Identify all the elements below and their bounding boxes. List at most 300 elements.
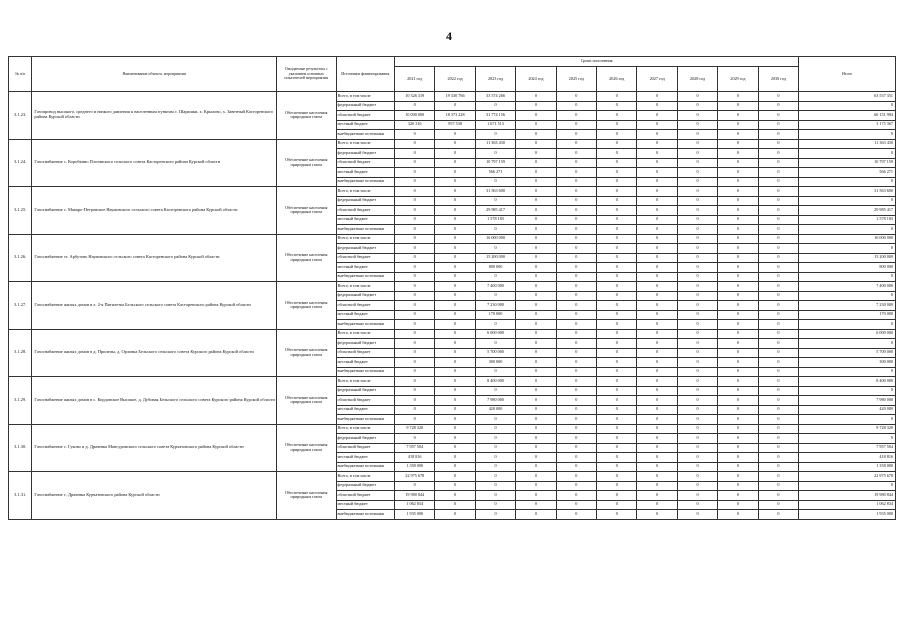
year-value-cell: 0: [718, 329, 758, 339]
year-value-cell: 0: [718, 424, 758, 434]
year-value-cell: 0: [677, 187, 717, 197]
year-value-cell: 0: [718, 434, 758, 444]
year-value-cell: 0: [395, 168, 435, 178]
year-value-cell: 0: [718, 253, 758, 263]
total-cell: 170 000: [799, 310, 896, 320]
year-value-cell: 0: [758, 443, 799, 453]
year-value-cell: 0: [597, 396, 637, 406]
year-value-cell: 0: [677, 358, 717, 368]
year-value-cell: 0: [677, 225, 717, 235]
item-name: Газоснабжение жилых домов в с. Кордовское Высокое, д. Дубовая Бельского сельского совета Курского района Курской области: [32, 377, 277, 425]
year-value-cell: 0: [435, 263, 475, 273]
year-value-cell: 0: [718, 130, 758, 140]
year-value-cell: 0: [395, 348, 435, 358]
year-value-cell: 0: [556, 377, 596, 387]
year-value-cell: 0: [435, 500, 475, 510]
year-value-cell: 1 671 513: [475, 120, 515, 130]
year-value-cell: 0: [395, 272, 435, 282]
expected-result: Обеспечение населения природным газом: [276, 234, 336, 282]
year-value-cell: 0: [556, 139, 596, 149]
year-value-cell: 0: [637, 120, 677, 130]
year-value-cell: 0: [516, 158, 556, 168]
header-year: 2028 год: [677, 67, 717, 92]
year-value-cell: 0: [637, 149, 677, 159]
year-value-cell: 0: [556, 177, 596, 187]
year-value-cell: 0: [677, 234, 717, 244]
year-value-cell: 0: [395, 320, 435, 330]
table-row: [9, 139, 896, 149]
year-value-cell: 0: [395, 234, 435, 244]
year-value-cell: 0: [758, 111, 799, 121]
year-value-cell: 18 373 228: [435, 111, 475, 121]
item-number: 3.1.29.: [9, 377, 32, 425]
year-value-cell: 0: [516, 301, 556, 311]
year-value-cell: 0: [637, 339, 677, 349]
year-value-cell: 0: [395, 101, 435, 111]
year-value-cell: 0: [597, 111, 637, 121]
funding-source: внебюджетные источники: [336, 367, 394, 377]
year-value-cell: 0: [516, 329, 556, 339]
year-value-cell: 0: [556, 434, 596, 444]
header-year: 2021 год: [395, 67, 435, 92]
year-value-cell: 0: [597, 139, 637, 149]
year-value-cell: 0: [516, 253, 556, 263]
year-value-cell: 11 363 430: [475, 139, 515, 149]
total-cell: 0: [799, 434, 896, 444]
year-value-cell: 0: [597, 225, 637, 235]
year-value-cell: 0: [677, 415, 717, 425]
year-value-cell: 0: [718, 149, 758, 159]
year-value-cell: 0: [556, 215, 596, 225]
header-periods: Сроки исполнения: [395, 57, 799, 67]
total-cell: 11 363 430: [799, 139, 896, 149]
year-value-cell: 0: [758, 415, 799, 425]
year-value-cell: 0: [556, 424, 596, 434]
table-row: [9, 329, 896, 339]
year-value-cell: 0: [637, 434, 677, 444]
year-value-cell: 0: [435, 101, 475, 111]
year-value-cell: 0: [758, 120, 799, 130]
year-value-cell: 0: [718, 500, 758, 510]
year-value-cell: 0: [556, 358, 596, 368]
year-value-cell: 0: [677, 510, 717, 520]
year-value-cell: 0: [556, 187, 596, 197]
year-value-cell: 0: [475, 225, 515, 235]
funding-source: Всего, в том числе: [336, 424, 394, 434]
year-value-cell: 0: [758, 234, 799, 244]
year-value-cell: 0: [677, 215, 717, 225]
item-name: Газоснабжение с. Макаро-Петровское Наумовского сельского совета Касторенского района Курской области: [32, 187, 277, 235]
year-value-cell: 0: [677, 320, 717, 330]
item-name: Газоснабжение с. Драчевка Курчатовского района Курской области: [32, 472, 277, 520]
year-value-cell: 0: [435, 348, 475, 358]
year-value-cell: 0: [637, 481, 677, 491]
funding-source: федеральный бюджет: [336, 149, 394, 159]
total-cell: 0: [799, 367, 896, 377]
year-value-cell: 0: [758, 462, 799, 472]
year-value-cell: 0: [516, 453, 556, 463]
year-value-cell: 0: [758, 377, 799, 387]
program-table: [8, 56, 896, 520]
year-value-cell: 0: [758, 139, 799, 149]
year-value-cell: 0: [435, 196, 475, 206]
year-value-cell: 0: [516, 386, 556, 396]
year-value-cell: 0: [677, 443, 717, 453]
year-value-cell: 0: [758, 396, 799, 406]
total-cell: 0: [799, 196, 896, 206]
year-value-cell: 0: [758, 177, 799, 187]
year-value-cell: 0: [395, 367, 435, 377]
year-value-cell: 0: [556, 405, 596, 415]
year-value-cell: 0: [637, 377, 677, 387]
funding-source: местный бюджет: [336, 453, 394, 463]
year-value-cell: 0: [718, 396, 758, 406]
year-value-cell: 0: [516, 491, 556, 501]
year-value-cell: 0: [718, 196, 758, 206]
year-value-cell: 0: [637, 415, 677, 425]
year-value-cell: 0: [677, 272, 717, 282]
item-name: Газоснабжение жилых домов в д. Прилепы, д. Орловка Бельского сельского совета Курского района Курской области: [32, 329, 277, 377]
year-value-cell: 0: [597, 424, 637, 434]
funding-source: внебюджетные источники: [336, 415, 394, 425]
year-value-cell: 0: [758, 206, 799, 216]
year-value-cell: 0: [597, 149, 637, 159]
year-value-cell: 0: [718, 168, 758, 178]
year-value-cell: 0: [556, 92, 596, 102]
year-value-cell: 326 316: [395, 120, 435, 130]
header-year: 2027 год: [637, 67, 677, 92]
year-value-cell: 0: [395, 339, 435, 349]
year-value-cell: 0: [718, 377, 758, 387]
year-value-cell: 0: [597, 367, 637, 377]
header-year: 2023 год: [475, 67, 515, 92]
year-value-cell: 0: [718, 348, 758, 358]
year-value-cell: 0: [516, 168, 556, 178]
year-value-cell: 0: [475, 386, 515, 396]
total-cell: 7 400 000: [799, 282, 896, 292]
year-value-cell: 0: [637, 234, 677, 244]
total-cell: 0: [799, 320, 896, 330]
year-value-cell: 5 700 000: [475, 348, 515, 358]
item-number: 3.1.28.: [9, 329, 32, 377]
year-value-cell: 0: [758, 348, 799, 358]
funding-source: местный бюджет: [336, 358, 394, 368]
year-value-cell: 0: [435, 177, 475, 187]
funding-source: федеральный бюджет: [336, 196, 394, 206]
year-value-cell: 0: [597, 339, 637, 349]
year-value-cell: 0: [677, 253, 717, 263]
year-value-cell: 0: [556, 329, 596, 339]
year-value-cell: 0: [556, 310, 596, 320]
year-value-cell: 16 000 000: [475, 234, 515, 244]
year-value-cell: 0: [597, 263, 637, 273]
year-value-cell: 0: [556, 415, 596, 425]
year-value-cell: 0: [597, 130, 637, 140]
year-value-cell: 0: [758, 101, 799, 111]
year-value-cell: 0: [718, 234, 758, 244]
year-value-cell: 0: [435, 339, 475, 349]
year-value-cell: 0: [637, 510, 677, 520]
total-cell: 0: [799, 244, 896, 254]
year-value-cell: 0: [597, 510, 637, 520]
year-value-cell: 0: [556, 443, 596, 453]
total-cell: 566 271: [799, 168, 896, 178]
year-value-cell: 0: [435, 377, 475, 387]
year-value-cell: 0: [435, 434, 475, 444]
year-value-cell: 0: [718, 92, 758, 102]
expected-result: Обеспечение населения природным газом: [276, 424, 336, 472]
year-value-cell: 0: [556, 500, 596, 510]
year-value-cell: 0: [758, 253, 799, 263]
year-value-cell: 0: [637, 168, 677, 178]
year-value-cell: 800 000: [475, 263, 515, 273]
year-value-cell: 0: [677, 481, 717, 491]
year-value-cell: 0: [395, 358, 435, 368]
year-value-cell: 0: [637, 396, 677, 406]
year-value-cell: 0: [395, 329, 435, 339]
year-value-cell: 0: [718, 244, 758, 254]
year-value-cell: 0: [597, 310, 637, 320]
year-value-cell: 0: [718, 405, 758, 415]
year-value-cell: 0: [758, 130, 799, 140]
item-number: 3.1.23.: [9, 92, 32, 140]
year-value-cell: 15 200 000: [475, 253, 515, 263]
year-value-cell: 0: [677, 263, 717, 273]
year-value-cell: 0: [637, 244, 677, 254]
year-value-cell: 0: [677, 386, 717, 396]
total-cell: 1 578 183: [799, 215, 896, 225]
year-value-cell: 0: [435, 462, 475, 472]
year-value-cell: 19 980 844: [395, 491, 435, 501]
year-value-cell: 0: [395, 187, 435, 197]
year-value-cell: 10 326 319: [395, 92, 435, 102]
year-value-cell: 0: [435, 225, 475, 235]
year-value-cell: 0: [637, 177, 677, 187]
year-value-cell: 0: [597, 120, 637, 130]
year-value-cell: 0: [435, 424, 475, 434]
year-value-cell: 0: [556, 120, 596, 130]
funding-source: внебюджетные источники: [336, 225, 394, 235]
table-row: [9, 472, 896, 482]
funding-source: местный бюджет: [336, 500, 394, 510]
year-value-cell: 0: [637, 187, 677, 197]
year-value-cell: 0: [395, 158, 435, 168]
year-value-cell: 0: [758, 158, 799, 168]
funding-source: Всего, в том числе: [336, 187, 394, 197]
total-cell: 22 975 678: [799, 472, 896, 482]
year-value-cell: 0: [758, 386, 799, 396]
total-cell: 0: [799, 291, 896, 301]
year-value-cell: 0: [435, 396, 475, 406]
funding-source: областной бюджет: [336, 348, 394, 358]
year-value-cell: 0: [718, 272, 758, 282]
item-number: 3.1.24.: [9, 139, 32, 187]
total-cell: 7 980 000: [799, 396, 896, 406]
year-value-cell: 0: [677, 329, 717, 339]
table-row: [9, 187, 896, 197]
expected-result: Обеспечение населения природным газом: [276, 139, 336, 187]
year-value-cell: 0: [677, 282, 717, 292]
funding-source: внебюджетные источники: [336, 320, 394, 330]
year-value-cell: 0: [597, 453, 637, 463]
year-value-cell: 0: [395, 396, 435, 406]
year-value-cell: 0: [597, 443, 637, 453]
funding-source: федеральный бюджет: [336, 339, 394, 349]
year-value-cell: 0: [718, 263, 758, 273]
total-cell: 63 537 351: [799, 92, 896, 102]
year-value-cell: 0: [516, 396, 556, 406]
year-value-cell: 0: [597, 168, 637, 178]
year-value-cell: 0: [516, 320, 556, 330]
year-value-cell: 0: [435, 206, 475, 216]
year-value-cell: 0: [435, 491, 475, 501]
year-value-cell: 0: [435, 187, 475, 197]
total-cell: 60 151 984: [799, 111, 896, 121]
year-value-cell: 0: [758, 263, 799, 273]
funding-source: областной бюджет: [336, 443, 394, 453]
year-value-cell: 0: [556, 396, 596, 406]
year-value-cell: 0: [556, 225, 596, 235]
year-value-cell: 0: [597, 472, 637, 482]
year-value-cell: 0: [718, 415, 758, 425]
year-value-cell: 0: [637, 329, 677, 339]
year-value-cell: 0: [718, 320, 758, 330]
year-value-cell: 0: [597, 405, 637, 415]
year-value-cell: 0: [516, 130, 556, 140]
year-value-cell: 0: [637, 405, 677, 415]
year-value-cell: 0: [435, 481, 475, 491]
year-value-cell: 0: [556, 130, 596, 140]
year-value-cell: 0: [556, 462, 596, 472]
year-value-cell: 0: [637, 472, 677, 482]
total-cell: 0: [799, 177, 896, 187]
year-value-cell: 0: [597, 301, 637, 311]
year-value-cell: 0: [395, 263, 435, 273]
year-value-cell: 0: [718, 367, 758, 377]
funding-source: местный бюджет: [336, 120, 394, 130]
year-value-cell: 0: [435, 405, 475, 415]
expected-result: Обеспечение населения природным газом: [276, 282, 336, 330]
year-value-cell: 957 538: [435, 120, 475, 130]
header-year: 2026 год: [597, 67, 637, 92]
total-cell: 0: [799, 130, 896, 140]
year-value-cell: 0: [637, 101, 677, 111]
year-value-cell: 0: [637, 367, 677, 377]
funding-source: местный бюджет: [336, 215, 394, 225]
year-value-cell: 0: [435, 358, 475, 368]
year-value-cell: 0: [516, 291, 556, 301]
year-value-cell: 0: [435, 244, 475, 254]
year-value-cell: 0: [556, 234, 596, 244]
year-value-cell: 0: [516, 272, 556, 282]
funding-source: местный бюджет: [336, 405, 394, 415]
year-value-cell: 7 230 000: [475, 301, 515, 311]
year-value-cell: 0: [516, 348, 556, 358]
year-value-cell: 0: [435, 234, 475, 244]
funding-source: областной бюджет: [336, 253, 394, 263]
year-value-cell: 0: [597, 234, 637, 244]
year-value-cell: 31 774 156: [475, 111, 515, 121]
year-value-cell: 0: [758, 320, 799, 330]
header-year: 2029 год: [718, 67, 758, 92]
year-value-cell: 0: [758, 481, 799, 491]
year-value-cell: 0: [677, 472, 717, 482]
year-value-cell: 0: [395, 481, 435, 491]
year-value-cell: 0: [758, 244, 799, 254]
item-name: Газоснабжение ст. Арбузово Наумовского сельского совета Касторенского района Курской области: [32, 234, 277, 282]
year-value-cell: 0: [597, 377, 637, 387]
year-value-cell: 0: [677, 434, 717, 444]
year-value-cell: 0: [637, 424, 677, 434]
year-value-cell: 0: [516, 424, 556, 434]
year-value-cell: 0: [395, 244, 435, 254]
year-value-cell: 0: [637, 272, 677, 282]
year-value-cell: 0: [677, 301, 717, 311]
year-value-cell: 0: [435, 320, 475, 330]
year-value-cell: 0: [395, 310, 435, 320]
year-value-cell: 0: [677, 120, 717, 130]
year-value-cell: 7 400 000: [475, 282, 515, 292]
total-cell: 300 000: [799, 358, 896, 368]
year-value-cell: 0: [395, 196, 435, 206]
total-cell: 0: [799, 149, 896, 159]
year-value-cell: 22 975 678: [395, 472, 435, 482]
year-value-cell: 0: [556, 510, 596, 520]
year-value-cell: 300 000: [475, 358, 515, 368]
total-cell: 0: [799, 415, 896, 425]
year-value-cell: 0: [516, 339, 556, 349]
year-value-cell: 0: [556, 149, 596, 159]
year-value-cell: 0: [758, 272, 799, 282]
total-cell: 7 230 000: [799, 301, 896, 311]
year-value-cell: 0: [597, 481, 637, 491]
year-value-cell: 0: [475, 500, 515, 510]
year-value-cell: 0: [435, 272, 475, 282]
year-value-cell: 0: [718, 282, 758, 292]
total-cell: 1 062 834: [799, 500, 896, 510]
header-total: Итого: [799, 57, 896, 92]
year-value-cell: 0: [718, 339, 758, 349]
total-cell: 0: [799, 481, 896, 491]
year-value-cell: 0: [435, 282, 475, 292]
year-value-cell: 0: [677, 196, 717, 206]
year-value-cell: 0: [516, 139, 556, 149]
year-value-cell: 0: [475, 367, 515, 377]
year-value-cell: 8 400 000: [475, 377, 515, 387]
year-value-cell: 0: [395, 139, 435, 149]
total-cell: 19 980 844: [799, 491, 896, 501]
year-value-cell: 0: [475, 101, 515, 111]
year-value-cell: 0: [718, 111, 758, 121]
funding-source: Всего, в том числе: [336, 282, 394, 292]
year-value-cell: 7 980 000: [475, 396, 515, 406]
funding-source: Всего, в том числе: [336, 139, 394, 149]
year-value-cell: 0: [556, 339, 596, 349]
year-value-cell: 0: [677, 111, 717, 121]
year-value-cell: 0: [556, 101, 596, 111]
year-value-cell: 0: [475, 244, 515, 254]
year-value-cell: 0: [395, 415, 435, 425]
year-value-cell: 0: [677, 149, 717, 159]
year-value-cell: 0: [677, 339, 717, 349]
year-value-cell: 0: [637, 453, 677, 463]
year-value-cell: 0: [758, 149, 799, 159]
year-value-cell: 0: [637, 358, 677, 368]
expected-result: Обеспечение населения природным газом: [276, 329, 336, 377]
year-value-cell: 0: [556, 253, 596, 263]
year-value-cell: 0: [677, 462, 717, 472]
table-row: [9, 424, 896, 434]
